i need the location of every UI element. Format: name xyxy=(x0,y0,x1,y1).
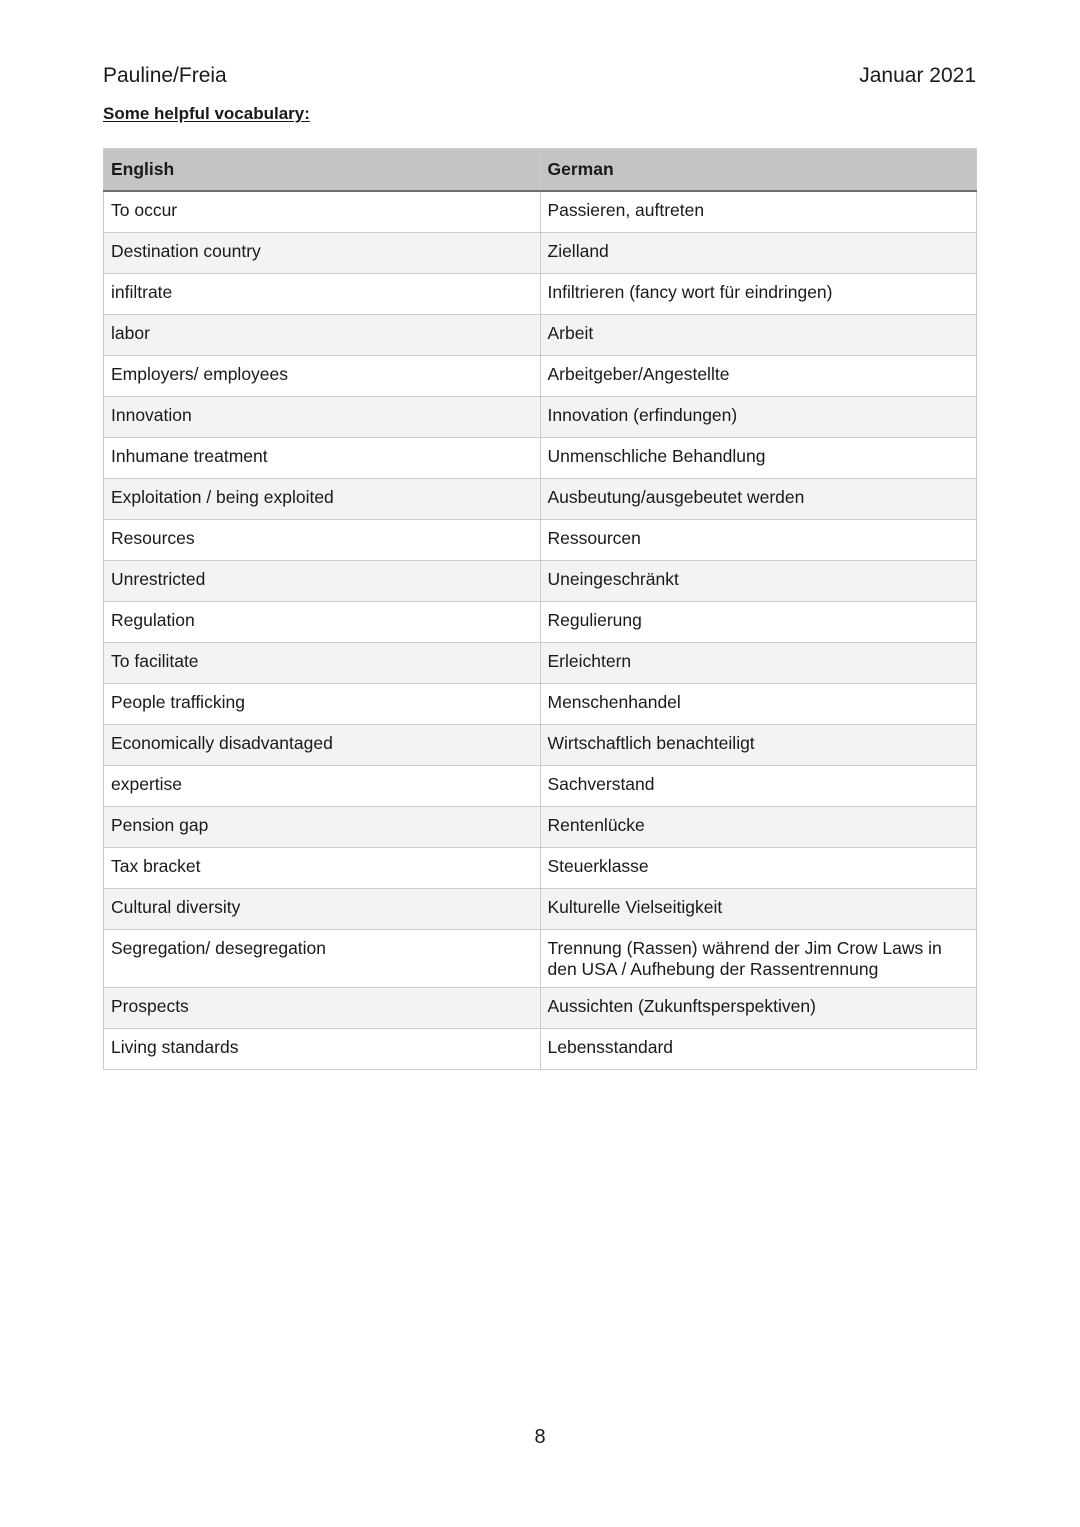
english-term: Pension gap xyxy=(104,806,541,847)
english-term: labor xyxy=(104,314,541,355)
german-term: Ausbeutung/ausgebeutet werden xyxy=(540,478,977,519)
german-term: Sachverstand xyxy=(540,765,977,806)
english-term: Destination country xyxy=(104,232,541,273)
english-term: To facilitate xyxy=(104,642,541,683)
german-term: Arbeit xyxy=(540,314,977,355)
english-term: Exploitation / being exploited xyxy=(104,478,541,519)
document-author: Pauline/Freia xyxy=(103,64,227,87)
english-term: Economically disadvantaged xyxy=(104,724,541,765)
english-term: Innovation xyxy=(104,396,541,437)
table-row xyxy=(104,683,977,724)
table-row xyxy=(104,314,977,355)
table-row xyxy=(104,478,977,519)
german-term: Kulturelle Vielseitigkeit xyxy=(540,888,977,929)
table-row xyxy=(104,724,977,765)
table-row xyxy=(104,355,977,396)
english-term: Prospects xyxy=(104,987,541,1028)
english-term: To occur xyxy=(104,191,541,232)
table-row xyxy=(104,987,977,1028)
english-term: Regulation xyxy=(104,601,541,642)
table-row xyxy=(104,847,977,888)
table-row xyxy=(104,929,977,987)
vocabulary-table xyxy=(103,148,977,1070)
page-number: 8 xyxy=(534,1426,546,1448)
table-row xyxy=(104,519,977,560)
english-term: Tax bracket xyxy=(104,847,541,888)
german-term: Aussichten (Zukunftsperspektiven) xyxy=(540,987,977,1028)
german-term: Passieren, auftreten xyxy=(540,191,977,232)
german-term: Unmenschliche Behandlung xyxy=(540,437,977,478)
english-term: Segregation/ desegregation xyxy=(104,929,541,987)
table-row xyxy=(104,273,977,314)
table-row xyxy=(104,888,977,929)
german-term: Rentenlücke xyxy=(540,806,977,847)
german-term: Zielland xyxy=(540,232,977,273)
section-title: Some helpful vocabulary: xyxy=(103,104,310,123)
german-term: Menschenhandel xyxy=(540,683,977,724)
german-term: Lebensstandard xyxy=(540,1028,977,1069)
table-row xyxy=(104,601,977,642)
table-row xyxy=(104,191,977,232)
german-term: Innovation (erfindungen) xyxy=(540,396,977,437)
german-term: Wirtschaftlich benachteiligt xyxy=(540,724,977,765)
german-term: Infiltrieren (fancy wort für eindringen) xyxy=(540,273,977,314)
english-term: Cultural diversity xyxy=(104,888,541,929)
german-term: Erleichtern xyxy=(540,642,977,683)
column-header-german: German xyxy=(540,149,977,192)
german-term: Steuerklasse xyxy=(540,847,977,888)
table-row xyxy=(104,765,977,806)
german-term: Uneingeschränkt xyxy=(540,560,977,601)
column-header-english: English xyxy=(104,149,541,192)
english-term: People trafficking xyxy=(104,683,541,724)
english-term: Resources xyxy=(104,519,541,560)
table-row xyxy=(104,1028,977,1069)
english-term: Unrestricted xyxy=(104,560,541,601)
english-term: Living standards xyxy=(104,1028,541,1069)
document-date: Januar 2021 xyxy=(859,64,976,87)
german-term: Trennung (Rassen) während der Jim Crow Laws in den USA / Aufhebung der Rassentrennung xyxy=(540,929,977,987)
table-row xyxy=(104,806,977,847)
german-term: Regulierung xyxy=(540,601,977,642)
table-row xyxy=(104,396,977,437)
table-header-row xyxy=(104,149,977,192)
english-term: Inhumane treatment xyxy=(104,437,541,478)
german-term: Arbeitgeber/Angestellte xyxy=(540,355,977,396)
table-row xyxy=(104,642,977,683)
table-row xyxy=(104,560,977,601)
table-row xyxy=(104,232,977,273)
table-row xyxy=(104,437,977,478)
english-term: expertise xyxy=(104,765,541,806)
german-term: Ressourcen xyxy=(540,519,977,560)
english-term: infiltrate xyxy=(104,273,541,314)
english-term: Employers/ employees xyxy=(104,355,541,396)
